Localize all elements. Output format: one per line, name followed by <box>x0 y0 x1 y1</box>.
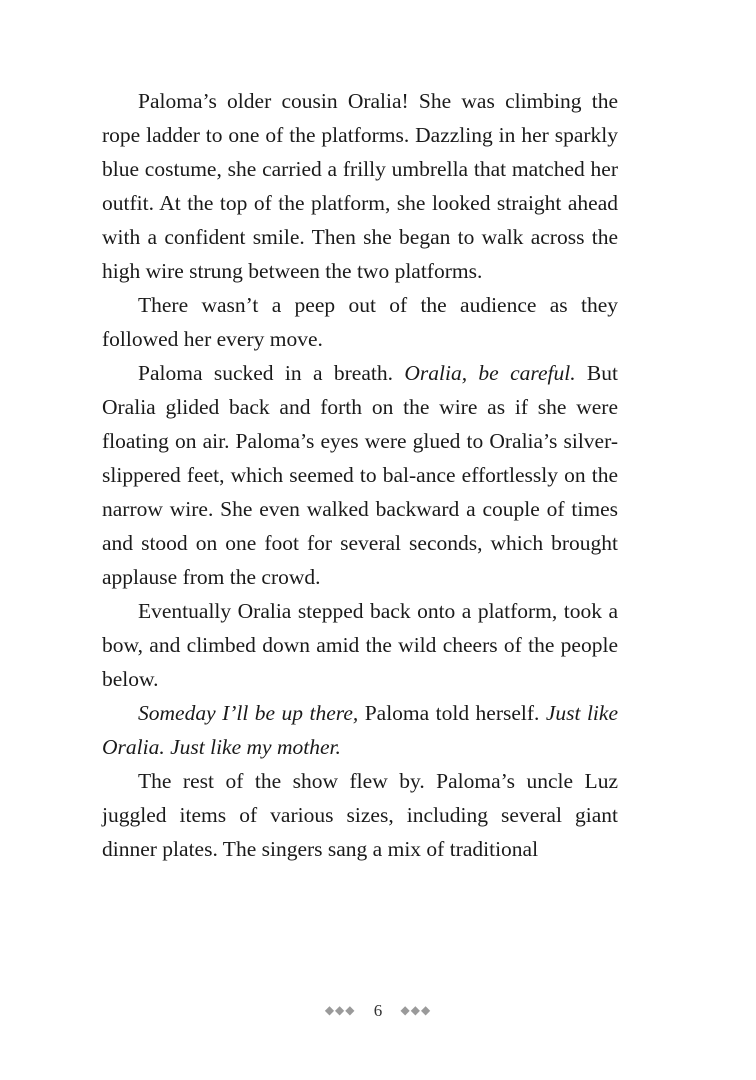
ornament-right-icon: ◆◆◆ <box>400 1003 432 1017</box>
paragraph <box>102 764 618 866</box>
italic-thought: Just like Oralia. Just like my mother. <box>102 701 618 759</box>
ornament-left-icon: ◆◆◆ <box>324 1003 356 1017</box>
page-footer <box>0 998 756 1023</box>
paragraph <box>102 356 618 594</box>
paragraph-text: Paloma sucked in a breath. <box>138 361 405 385</box>
paragraph <box>102 288 618 356</box>
paragraph-text: There wasn’t a peep out of the audience as they followed her every move. <box>102 293 618 351</box>
page-number: 6 <box>373 1001 383 1020</box>
page-body <box>102 84 618 866</box>
italic-thought: Someday I’ll be up there, <box>138 701 359 725</box>
paragraph-text: Eventually Oralia stepped back onto a platform, took a bow, and climbed down amid the wild cheers of the people below. <box>102 599 618 691</box>
italic-thought: Oralia, be careful. <box>404 361 576 385</box>
paragraph-text: The rest of the show flew by. Paloma’s uncle Luz juggled items of various sizes, including several giant dinner plates. The singers sang a mix of traditional <box>102 769 618 861</box>
paragraph <box>102 594 618 696</box>
paragraph <box>102 84 618 288</box>
paragraph-text: But Oralia glided back and forth on the wire as if she were floating on air. Paloma’s eyes were glued to Oralia’s silver-slippered feet, which seemed to bal-ance effortlessly on the narrow wire. She even walked backward a couple of times and stood on one foot for several seconds, which brought applause from the crowd. <box>102 361 618 589</box>
paragraph-text: Paloma told herself. <box>358 701 546 725</box>
paragraph <box>102 696 618 764</box>
paragraph-text: Paloma’s older cousin Oralia! She was climbing the rope ladder to one of the platforms. Dazzling in her sparkly blue costume, she carried a frilly umbrella that matched her outfit. At the top of the platform, she looked straight ahead with a confident smile. Then she began to walk across the high wire strung between the two platforms. <box>102 89 618 283</box>
